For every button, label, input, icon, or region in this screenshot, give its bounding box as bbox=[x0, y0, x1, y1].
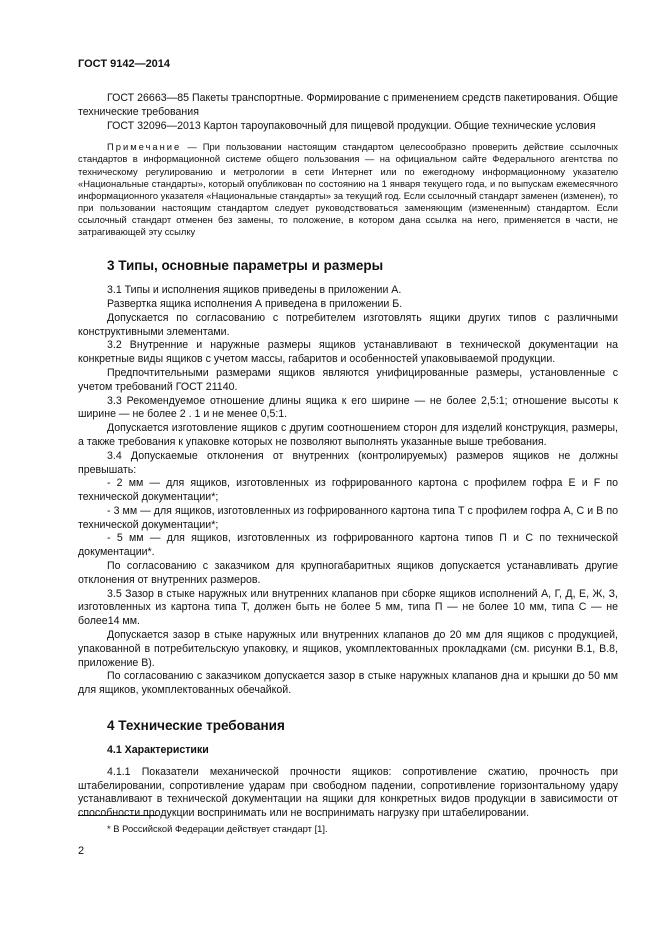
list-item: - 2 мм — для ящиков, изготовленных из гофрированного картона с профилем гофра Е и F по технической документации*; bbox=[78, 477, 618, 504]
reference-item: ГОСТ 32096—2013 Картон тароупаковочный для пищевой продукции. Общие технические условия bbox=[107, 119, 596, 132]
page-body bbox=[78, 92, 618, 821]
paragraph: Допускается изготовление ящиков с другим соотношением сторон для изделий конструкция, размеры, а также требования к упаковке которых не позволяют выполнять указанные выше требования. bbox=[78, 422, 618, 448]
footnote-divider bbox=[78, 815, 158, 816]
paragraph: 3.4 Допускаемые отклонения от внутренних (контролируемых) размеров ящиков не должны превышать: bbox=[78, 449, 618, 476]
note-block bbox=[78, 141, 618, 238]
paragraph: Допускается зазор в стыке наружных или внутренних клапанов до 20 мм для ящиков с продукцией, упакованной в потребительскую упаковку, и ящиков, укомплектованных прокладками (см. рисунки В.1, В.8, приложение В). bbox=[78, 629, 618, 669]
list-item: - 5 мм — для ящиков, изготовленных из гофрированного картона типов П и С по технической документации*. bbox=[78, 532, 618, 559]
footnote-text: * В Российской Федерации действует стандарт [1]. bbox=[107, 823, 328, 834]
reference-item: ГОСТ 26663—85 Пакеты транспортные. Формирование с применением средств пакетирования. Общие технические требования bbox=[78, 92, 618, 118]
section-4-heading: 4 Технические требования bbox=[107, 718, 285, 734]
note-label: Примечание bbox=[107, 141, 182, 153]
paragraph: Допускается по согласованию с потребителем изготовлять ящики других типов с различными конструктивными элементами. bbox=[78, 311, 618, 338]
page-number: 2 bbox=[78, 845, 85, 857]
list-item: - 3 мм — для ящиков, изготовленных из гофрированного картона типа Т с профилем гофра А, С и В по технической документации*; bbox=[78, 504, 618, 531]
document-header: ГОСТ 9142—2014 bbox=[78, 58, 171, 70]
note-text: — При пользовании настоящим стандартом целесообразно проверить действие ссылочных стандартов в информационной системе общего пользования — на официальном сайте Федерального агентства по техническому регулированию и метрологии в сети Интернет или по ежегодному информационному указателю «Национальные стандарты», который опубликован по состоянию на 1 января текущего года, и по выпускам ежемесячного информационного указателя «Национальные стандарты» за текущий год. Если ссылочный стандарт заменен (изменен), то при пользовании настоящим стандартом следует руководствоваться заменяющим (измененным) стандартом. Если ссылочный стандарт отменен без замены, то положение, в котором дана ссылка на него, применяется в части, не затрагивающей эту ссылку bbox=[78, 141, 619, 238]
paragraph: Развертка ящика исполнения А приведена в приложении Б. bbox=[107, 297, 403, 310]
paragraph: Предпочтительными размерами ящиков являются унифицированные размеры, установленные с учетом требований ГОСТ 21140. bbox=[78, 366, 618, 393]
paragraph: 4.1.1 Показатели механической прочности ящиков: сопротивление сжатию, прочность при штабелировании, сопротивление ударам при свободном падении, сопротивление горизонтальному удару устанавливают в технической документации на ящики для конкретных видов продукции в зависимости от способности продукции воспринимать или не воспринимать нагрузку при штабелировании. bbox=[78, 765, 618, 820]
subsection-heading: 4.1 Характеристики bbox=[107, 744, 209, 757]
paragraph: 3.1 Типы и исполнения ящиков приведены в приложении А. bbox=[107, 284, 402, 297]
section-3-heading: 3 Типы, основные параметры и размеры bbox=[107, 258, 384, 274]
paragraph: 3.5 Зазор в стыке наружных или внутренних клапанов при сборке ящиков исполнений А, Г, Д, Е, Ж, З, изготовленных из картона типа Т, должен быть не более 5 мм, типа П — не более 10 мм, типа С — не более14 мм. bbox=[78, 587, 618, 628]
paragraph: По согласованию с заказчиком допускается зазор в стыке наружных клапанов дна и крышки до 50 мм для ящиков, укомплектованных обечайкой. bbox=[78, 670, 618, 697]
footnote-area bbox=[78, 815, 618, 835]
paragraph: По согласованию с заказчиком для крупногабаритных ящиков допускается устанавливать другие отклонения от внутренних размеров. bbox=[78, 560, 618, 586]
paragraph: 3.2 Внутренние и наружные размеры ящиков устанавливают в технической документации на конкретные виды ящиков с учетом массы, габаритов и особенностей упаковываемой продукции. bbox=[78, 339, 618, 366]
paragraph: 3.3 Рекомендуемое отношение длины ящика к его ширине — не более 2,5:1; отношение высоты к ширине — не более 2 . 1 и не менее 0,5:1. bbox=[78, 394, 618, 421]
